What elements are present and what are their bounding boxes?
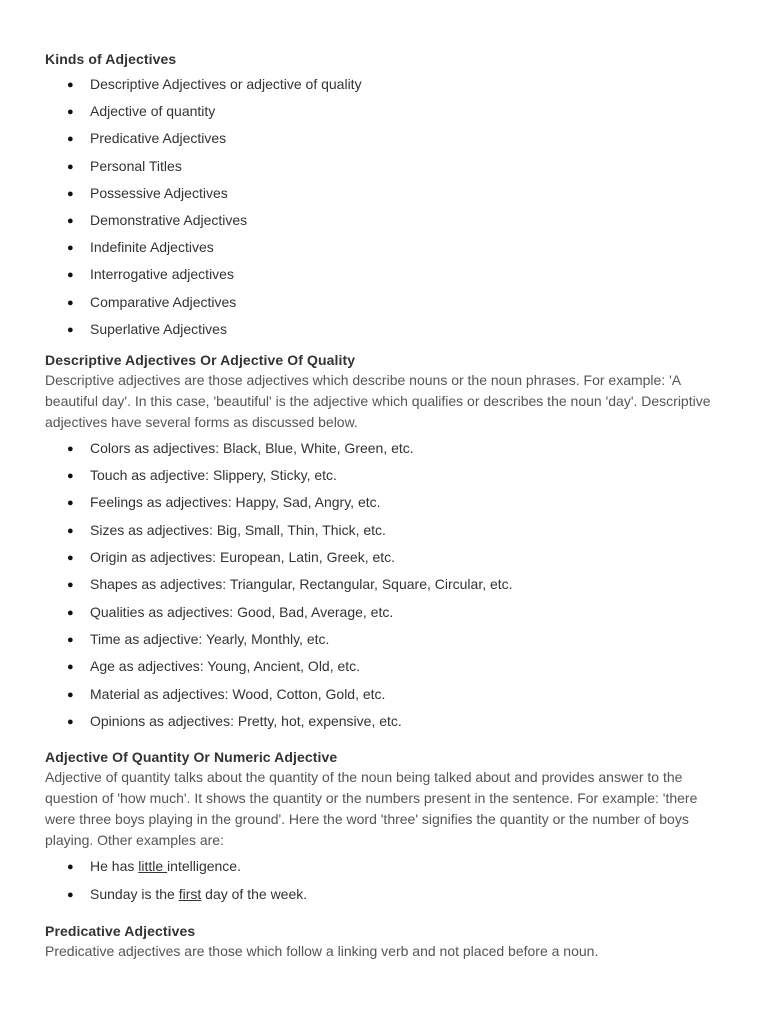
predicative-paragraph: Predicative adjectives are those which follow a linking verb and not placed before a noun. (45, 943, 599, 960)
list-item: ● Superlative Adjectives (45, 319, 725, 346)
bullet-icon: ● (67, 133, 74, 146)
list-item: ● Opinions as adjectives: Pretty, hot, expensive, etc. (45, 712, 725, 739)
descriptive-forms-list (45, 439, 725, 739)
quantity-examples-list (45, 857, 725, 912)
bullet-icon: ● (67, 524, 74, 537)
list-item: ● Time as adjective: Yearly, Monthly, etc. (45, 630, 725, 657)
underlined-word: little (138, 858, 168, 875)
list-item: ● Sunday is the first day of the week. (45, 885, 725, 913)
bullet-icon: ● (67, 633, 74, 646)
bullet-icon: ● (67, 888, 74, 901)
bullet-icon: ● (67, 552, 74, 565)
bullet-icon: ● (67, 187, 74, 200)
list-item: ● Age as adjectives: Young, Ancient, Old, etc. (45, 657, 725, 684)
list-item: ● Descriptive Adjectives or adjective of quality (45, 74, 725, 101)
bullet-icon: ● (67, 470, 74, 483)
list-item: ● Qualities as adjectives: Good, Bad, Average, etc. (45, 603, 725, 630)
list-item: ● Comparative Adjectives (45, 292, 725, 319)
underlined-word: first (178, 885, 202, 902)
bullet-icon: ● (67, 296, 74, 309)
list-item: ● Touch as adjective: Slippery, Sticky, etc. (45, 466, 725, 493)
list-item: ● Feelings as adjectives: Happy, Sad, Angry, etc. (45, 493, 725, 520)
list-item: ● Adjective of quantity (45, 101, 725, 128)
bullet-icon: ● (67, 579, 74, 592)
bullet-icon: ● (67, 442, 74, 455)
list-item: ● Sizes as adjectives: Big, Small, Thin, Thick, etc. (45, 521, 725, 548)
bullet-icon: ● (67, 269, 74, 282)
section-heading-descriptive: Descriptive Adjectives Or Adjective Of Quality (45, 351, 356, 368)
bullet-icon: ● (67, 323, 74, 336)
list-item: ● Possessive Adjectives (45, 183, 725, 210)
section-heading-quantity: Adjective Of Quantity Or Numeric Adjective (45, 749, 338, 766)
list-item: ● Indefinite Adjectives (45, 237, 725, 264)
list-item: ● Demonstrative Adjectives (45, 210, 725, 237)
bullet-icon: ● (67, 79, 74, 91)
list-item: ● Material as adjectives: Wood, Cotton, Gold, etc. (45, 685, 725, 712)
bullet-icon: ● (67, 214, 74, 227)
section-heading-predicative: Predicative Adjectives (45, 923, 196, 940)
document-page (45, 49, 725, 962)
list-item: ● Predicative Adjectives (45, 128, 725, 155)
bullet-icon: ● (67, 160, 74, 173)
bullet-icon: ● (67, 106, 74, 119)
section-heading-kinds: Kinds of Adjectives (45, 51, 177, 67)
bullet-icon: ● (67, 661, 74, 674)
bullet-icon: ● (67, 861, 74, 874)
descriptive-paragraph: Descriptive adjectives are those adjectives which describe nouns or the noun phrases. For example: 'A beautiful day'. In this case, 'beautiful' is the adjective which qualifies or describes the noun 'day'. Descriptive adjectives have several forms as discussed below. (45, 371, 711, 430)
list-item: ● Interrogative adjectives (45, 264, 725, 291)
bullet-icon: ● (67, 606, 74, 619)
bullet-icon: ● (67, 497, 74, 510)
bullet-icon: ● (67, 242, 74, 255)
list-item: ● Personal Titles (45, 156, 725, 183)
kinds-list (45, 74, 725, 346)
list-item: ● Colors as adjectives: Black, Blue, White, Green, etc. (45, 439, 725, 466)
bullet-icon: ● (67, 688, 74, 701)
list-item: ● Origin as adjectives: European, Latin, Greek, etc. (45, 548, 725, 575)
quantity-paragraph: Adjective of quantity talks about the quantity of the noun being talked about and provides answer to the question of 'how much'. It shows the quantity or the numbers present in the sentence. For example: 'there were three boys playing in the ground'. Here the word 'three' signifies the quantity or the number of boys playing. Other examples are: (45, 769, 698, 849)
list-item: ● Shapes as adjectives: Triangular, Rectangular, Square, Circular, etc. (45, 575, 725, 602)
bullet-icon: ● (67, 715, 74, 728)
list-item: ● He has little intelligence. (45, 857, 725, 885)
